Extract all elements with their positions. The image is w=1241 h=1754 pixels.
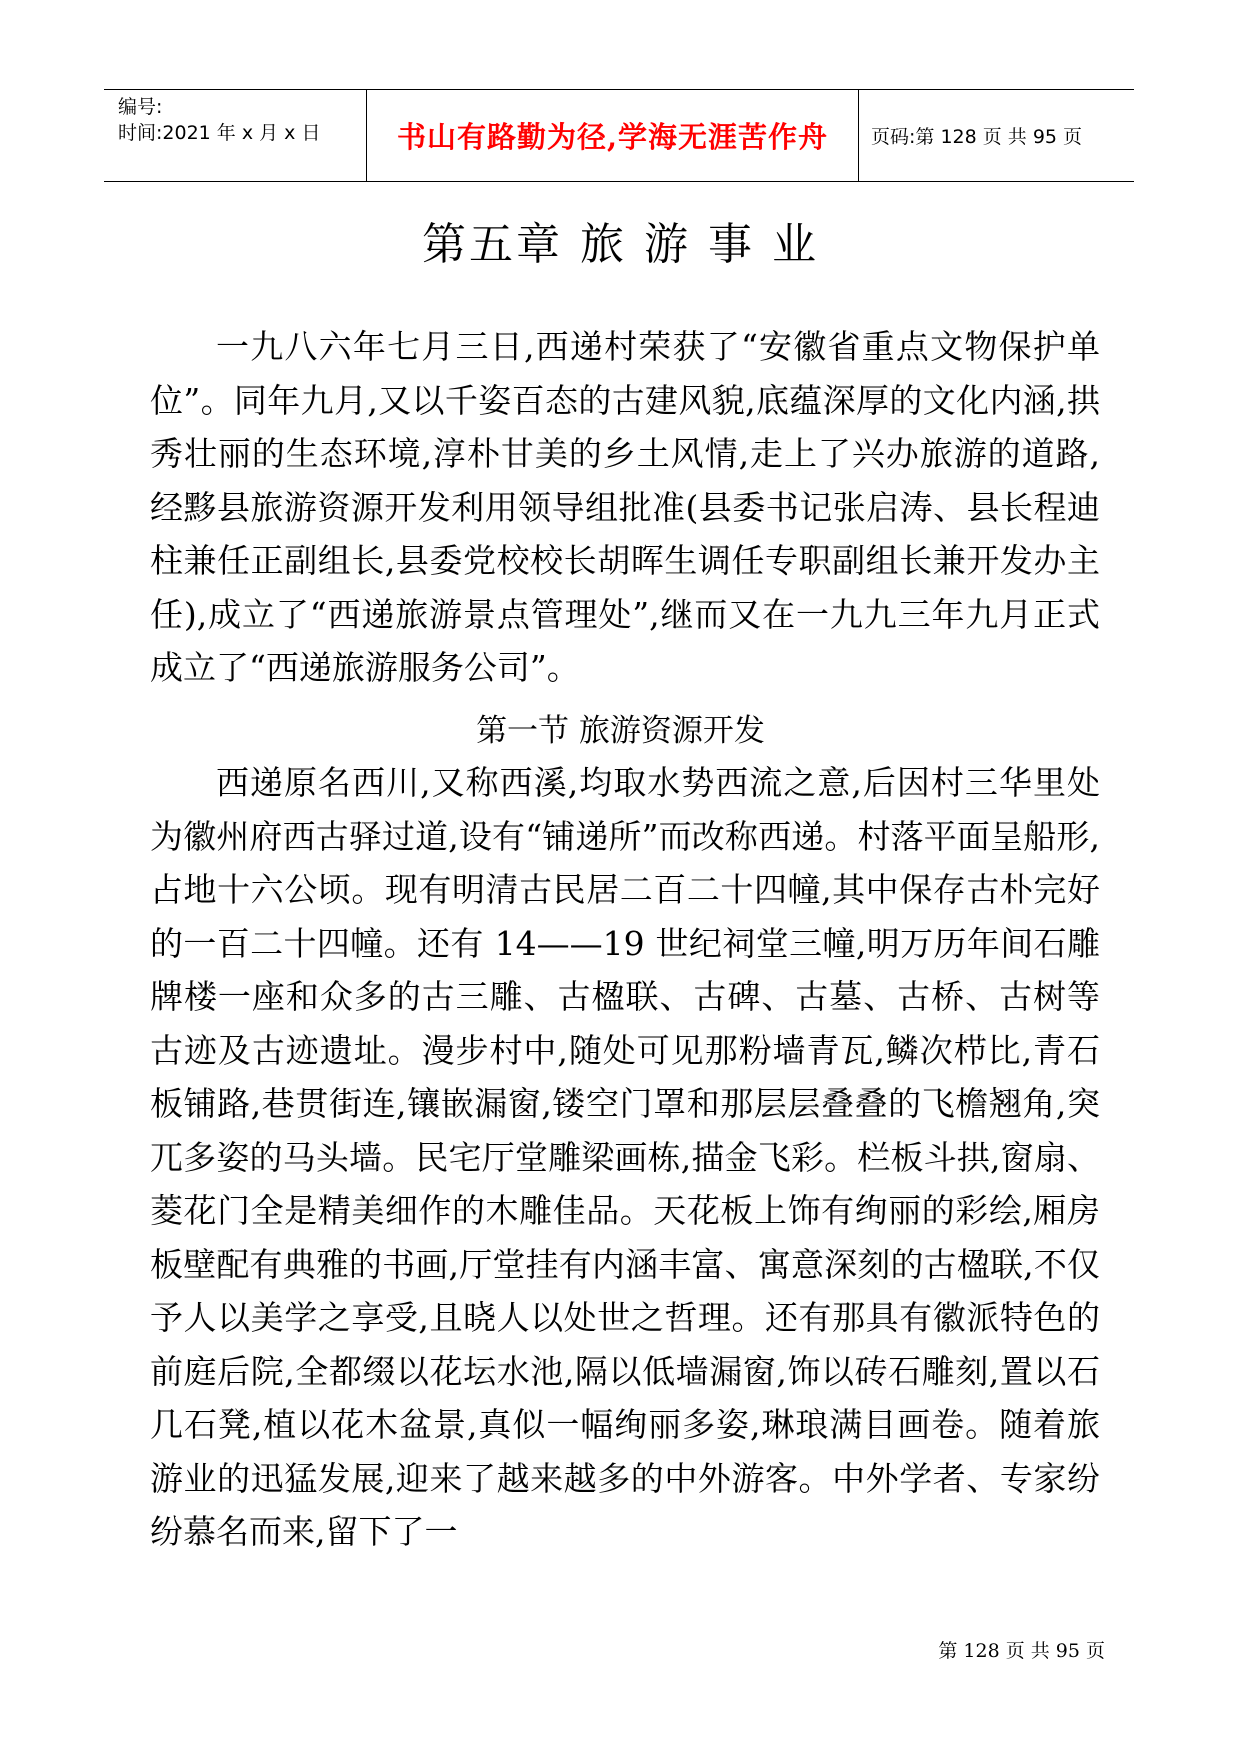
header-motto: 书山有路勤为径,学海无涯苦作舟	[367, 90, 859, 181]
document-header	[104, 89, 1134, 182]
page-footer: 第 128 页 共 95 页	[938, 1640, 1105, 1662]
paragraph-intro-text: 一九八六年七月三日,西递村荣获了“安徽省重点文物保护单位”。同年九月,又以千姿百态的古建风貌,底蕴深厚的文化内涵,拱秀壮丽的生态环境,淳朴甘美的乡土风情,走上了兴办旅游的道路,经黟县旅游资源开发利用领导组批准(县委书记张启涛、县长程迪柱兼任正副组长,县委党校校长胡晖生调任专职副组长兼开发办主任),成立了“西递旅游景点管理处”,继而又在一九九三年九月正式成立了“西递旅游服务公司”。	[150, 327, 1100, 687]
header-page-code: 页码:第 128 页 共 95 页	[871, 126, 1083, 148]
paragraph-resources	[150, 756, 1100, 1559]
paragraph-resources-text: 西递原名西川,又称西溪,均取水势西流之意,后因村三华里处为徽州府西古驿过道,设有“铺递所”而改称西递。村落平面呈船形,占地十六公顷。现有明清古民居二百二十四幢,其中保存古朴完好的一百二十四幢。还有 14——19 世纪祠堂三幢,明万历年间石雕牌楼一座和众多的古三雕、古楹联、古碑、古墓、古桥、古树等古迹及古迹遗址。漫步村中,随处可见那粉墙青瓦,鳞次栉比,青石板铺路,巷贯街连,镶嵌漏窗,镂空门罩和那层层叠叠的飞檐翘角,突兀多姿的马头墙。民宅厅堂雕梁画栋,描金飞彩。栏板斗拱,窗扇、菱花门全是精美细作的木雕佳品。天花板上饰有绚丽的彩绘,厢房板壁配有典雅的书画,厅堂挂有内涵丰富、寓意深刻的古楹联,不仅予人以美学之享受,且晓人以处世之哲理。还有那具有徽派特色的前庭后院,全都缀以花坛水池,隔以低墙漏窗,饰以砖石雕刻,置以石几石凳,植以花木盆景,真似一幅绚丽多姿,琳琅满目画卷。随着旅游业的迅猛发展,迎来了越来越多的中外游客。中外学者、专家纷纷慕名而来,留下了一	[150, 763, 1100, 1551]
section-title: 第一节 旅游资源开发	[476, 713, 765, 749]
chapter-title: 第五章 旅 游 事 业	[422, 219, 819, 270]
header-meta	[104, 90, 367, 181]
document-time-label: 时间:2021 年 x 月 x 日	[118, 122, 321, 144]
paragraph-intro	[150, 320, 1100, 695]
document-number-label: 编号:	[118, 96, 163, 118]
